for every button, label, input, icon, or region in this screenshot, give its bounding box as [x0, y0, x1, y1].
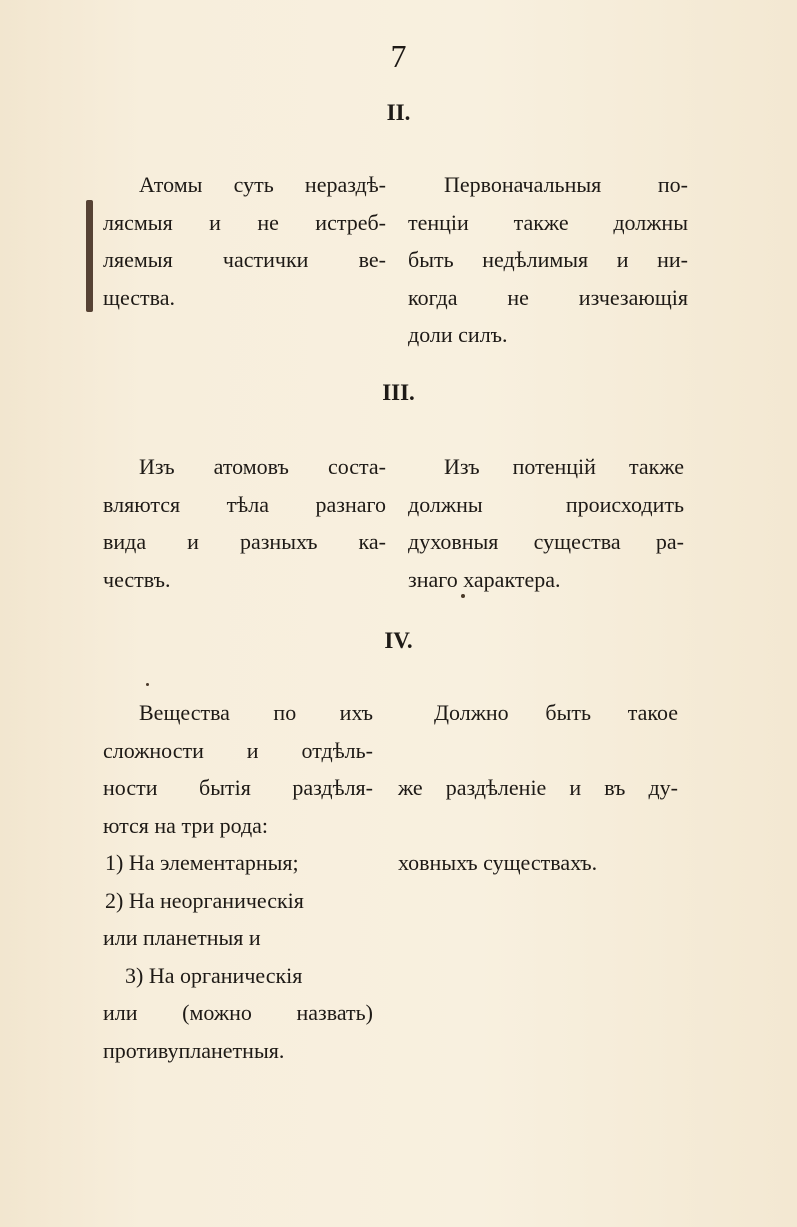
text-line: чествъ.	[103, 566, 171, 592]
ink-speck	[461, 594, 465, 598]
ink-speck	[146, 683, 149, 686]
section-iv-left-column	[103, 694, 373, 1069]
text-line: сложности и отдѣль-	[103, 737, 373, 763]
text-line: вляются тѣла разнаго	[103, 491, 386, 517]
section-numeral-ii: II.	[386, 100, 411, 125]
text-line: Первоначальныя по-	[444, 172, 688, 197]
text-line: быть недѣлимыя и ни-	[408, 247, 688, 272]
text-line: ховныхъ существахъ.	[398, 850, 598, 875]
blank-line	[398, 732, 678, 770]
text-line: Должно быть такое	[434, 700, 678, 725]
text-line: вида и разныхъ ка-	[103, 529, 386, 554]
text-line: тенціи также должны	[408, 209, 688, 235]
text-line: Атомы суть нераздѣ-	[139, 172, 386, 197]
text-line: когда не изчезающія	[408, 284, 688, 310]
blank-line	[398, 807, 678, 845]
section-ii-left-column	[103, 166, 386, 316]
section-iv-right-column	[398, 694, 678, 882]
text-line: ности бытія раздѣля-	[103, 775, 373, 800]
text-line: или планетныя и	[103, 925, 261, 950]
list-item: 3) На органическія	[125, 962, 303, 988]
section-numeral-iii: III.	[382, 380, 415, 405]
section-numeral-iv: IV.	[384, 628, 413, 653]
text-line: лясмыя и не истреб-	[103, 209, 386, 235]
text-line: доли силъ.	[408, 322, 508, 347]
page-number: 7	[390, 38, 407, 74]
text-line: щества.	[103, 284, 175, 310]
section-iii-left-column	[103, 448, 386, 598]
text-line: противупланетныя.	[103, 1037, 285, 1063]
text-line: ляемыя частички ве-	[103, 247, 386, 272]
list-item: 2) На неорганическія	[105, 887, 304, 913]
text-line: знаго характера.	[408, 566, 561, 592]
text-line: ются на три рода:	[103, 812, 269, 838]
section-ii-right-column	[408, 166, 688, 354]
text-line: духовныя существа ра-	[408, 529, 684, 554]
text-line: или (можно назвать)	[103, 1000, 373, 1025]
text-line: Изъ потенцій также	[444, 454, 684, 479]
margin-bracket-mark	[86, 200, 93, 312]
section-iii-right-column	[408, 448, 684, 598]
text-line: Изъ атомовъ соста-	[139, 454, 386, 479]
text-line: должны происходить	[408, 491, 684, 517]
list-item: 1) На элементарныя;	[105, 850, 299, 875]
text-line: Вещества по ихъ	[139, 700, 373, 725]
text-line: же раздѣленіе и въ ду-	[398, 775, 678, 800]
